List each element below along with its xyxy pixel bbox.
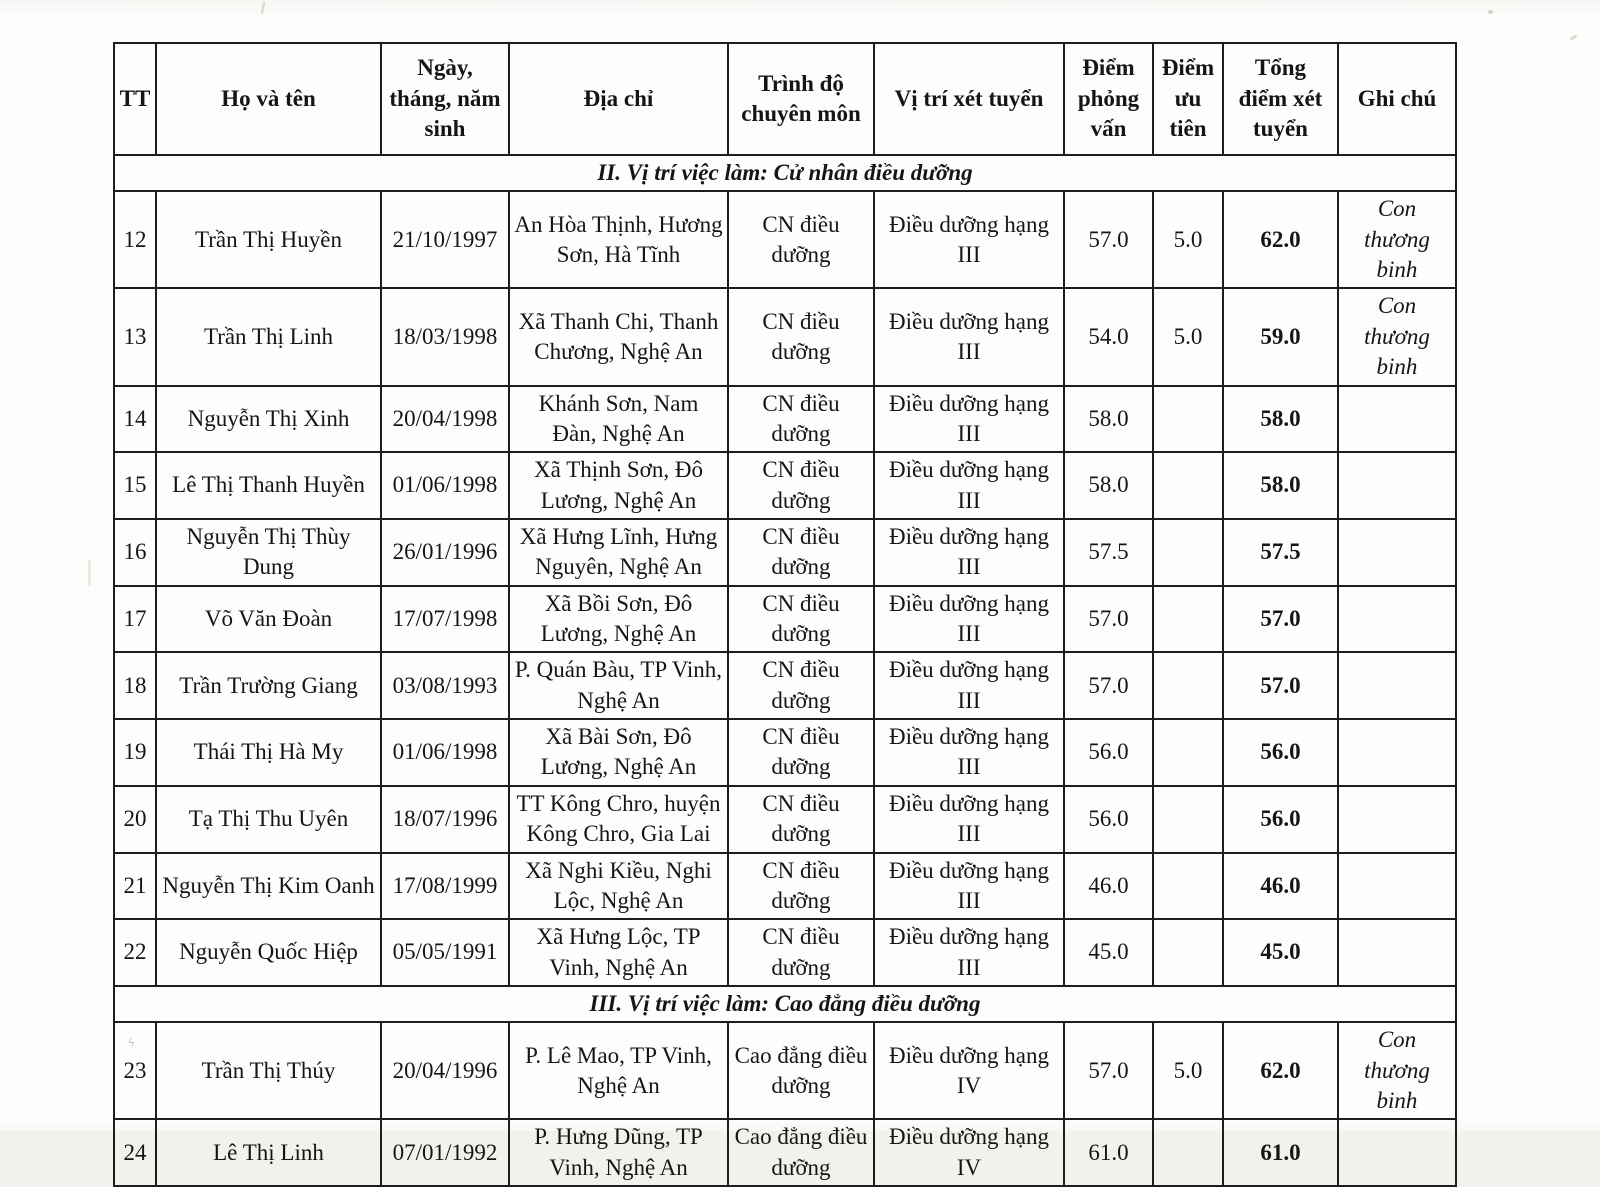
header-qualification: Trình độ chuyên môn: [728, 43, 874, 155]
cell-priority_score: [1153, 586, 1223, 653]
cell-total_score: 62.0: [1223, 191, 1338, 288]
cell-note: Con thương binh: [1338, 1022, 1456, 1119]
cell-total_score: 62.0: [1223, 1022, 1338, 1119]
header-note: Ghi chú: [1338, 43, 1456, 155]
scan-artifact: [1488, 10, 1493, 14]
header-name: Họ và tên: [156, 43, 381, 155]
cell-qualification: CN điều dưỡng: [728, 586, 874, 653]
cell-dob: 26/01/1996: [381, 519, 509, 586]
cell-total_score: 46.0: [1223, 853, 1338, 920]
cell-qualification: CN điều dưỡng: [728, 719, 874, 786]
cell-address: Xã Hưng Lĩnh, Hưng Nguyên, Nghệ An: [509, 519, 728, 586]
cell-interview_score: 58.0: [1064, 386, 1153, 453]
cell-position: Điều dưỡng hạng IV: [874, 1022, 1064, 1119]
cell-interview_score: 57.0: [1064, 586, 1153, 653]
table-row: [114, 288, 1456, 385]
cell-priority_score: [1153, 919, 1223, 986]
cell-dob: 17/07/1998: [381, 586, 509, 653]
header-row: [114, 43, 1456, 155]
cell-dob: 20/04/1996: [381, 1022, 509, 1119]
cell-note: [1338, 586, 1456, 653]
cell-total_score: 57.5: [1223, 519, 1338, 586]
cell-address: Xã Bài Sơn, Đô Lương, Nghệ An: [509, 719, 728, 786]
header-position: Vị trí xét tuyển: [874, 43, 1064, 155]
header-address: Địa chỉ: [509, 43, 728, 155]
cell-position: Điều dưỡng hạng III: [874, 519, 1064, 586]
section-title: II. Vị trí việc làm: Cử nhân điều dưỡng: [114, 155, 1456, 191]
table-row: [114, 719, 1456, 786]
table-header: [114, 43, 1456, 155]
table-row: [114, 1119, 1456, 1186]
cell-dob: 05/05/1991: [381, 919, 509, 986]
header-dob: Ngày, tháng, năm sinh: [381, 43, 509, 155]
cell-total_score: 56.0: [1223, 786, 1338, 853]
cell-position: Điều dưỡng hạng III: [874, 652, 1064, 719]
table-row: [114, 586, 1456, 653]
cell-position: Điều dưỡng hạng III: [874, 853, 1064, 920]
cell-address: P. Lê Mao, TP Vinh, Nghệ An: [509, 1022, 728, 1119]
cell-note: [1338, 519, 1456, 586]
cell-position: Điều dưỡng hạng III: [874, 191, 1064, 288]
cell-tt: 19: [114, 719, 156, 786]
cell-position: Điều dưỡng hạng III: [874, 919, 1064, 986]
cell-name: Lê Thị Thanh Huyền: [156, 452, 381, 519]
cell-name: Trần Thị Linh: [156, 288, 381, 385]
cell-tt: 21: [114, 853, 156, 920]
cell-dob: 18/07/1996: [381, 786, 509, 853]
cell-interview_score: 61.0: [1064, 1119, 1153, 1186]
cell-address: Xã Thanh Chi, Thanh Chương, Nghệ An: [509, 288, 728, 385]
cell-interview_score: 46.0: [1064, 853, 1153, 920]
cell-dob: 18/03/1998: [381, 288, 509, 385]
cell-note: [1338, 786, 1456, 853]
cell-priority_score: 5.0: [1153, 1022, 1223, 1119]
scan-artifact: [88, 560, 91, 586]
candidate-results-table: [113, 42, 1457, 1187]
cell-total_score: 61.0: [1223, 1119, 1338, 1186]
cell-tt: 14: [114, 386, 156, 453]
cell-note: [1338, 386, 1456, 453]
table-row: [114, 853, 1456, 920]
cell-priority_score: [1153, 853, 1223, 920]
cell-position: Điều dưỡng hạng III: [874, 288, 1064, 385]
table-row: [114, 1022, 1456, 1119]
cell-priority_score: [1153, 1119, 1223, 1186]
cell-note: [1338, 919, 1456, 986]
cell-priority_score: [1153, 786, 1223, 853]
table-row: [114, 452, 1456, 519]
cell-total_score: 56.0: [1223, 719, 1338, 786]
cell-note: [1338, 853, 1456, 920]
cell-name: Nguyễn Thị Kim Oanh: [156, 853, 381, 920]
cell-tt: 15: [114, 452, 156, 519]
cell-priority_score: [1153, 452, 1223, 519]
cell-address: Xã Nghi Kiều, Nghi Lộc, Nghệ An: [509, 853, 728, 920]
cell-note: [1338, 652, 1456, 719]
cell-address: An Hòa Thịnh, Hương Sơn, Hà Tĩnh: [509, 191, 728, 288]
cell-total_score: 57.0: [1223, 586, 1338, 653]
cell-dob: 03/08/1993: [381, 652, 509, 719]
section-title: III. Vị trí việc làm: Cao đẳng điều dưỡng: [114, 986, 1456, 1022]
cell-tt: 16: [114, 519, 156, 586]
cell-name: Nguyễn Thị Thùy Dung: [156, 519, 381, 586]
cell-address: Xã Thịnh Sơn, Đô Lương, Nghệ An: [509, 452, 728, 519]
cell-interview_score: 56.0: [1064, 786, 1153, 853]
cell-tt: 13: [114, 288, 156, 385]
cell-note: Con thương binh: [1338, 288, 1456, 385]
cell-total_score: 58.0: [1223, 386, 1338, 453]
cell-priority_score: 5.0: [1153, 288, 1223, 385]
cell-qualification: CN điều dưỡng: [728, 191, 874, 288]
cell-position: Điều dưỡng hạng III: [874, 452, 1064, 519]
cell-dob: 07/01/1992: [381, 1119, 509, 1186]
cell-dob: 21/10/1997: [381, 191, 509, 288]
cell-tt: 20: [114, 786, 156, 853]
header-interview-score: Điểm phỏng vấn: [1064, 43, 1153, 155]
cell-qualification: Cao đẳng điều dưỡng: [728, 1022, 874, 1119]
cell-dob: 17/08/1999: [381, 853, 509, 920]
cell-name: Tạ Thị Thu Uyên: [156, 786, 381, 853]
cell-position: Điều dưỡng hạng III: [874, 386, 1064, 453]
scan-artifact: [1570, 34, 1578, 40]
cell-address: Khánh Sơn, Nam Đàn, Nghệ An: [509, 386, 728, 453]
cell-tt: 24: [114, 1119, 156, 1186]
table-row: [114, 652, 1456, 719]
cell-name: Lê Thị Linh: [156, 1119, 381, 1186]
cell-note: [1338, 719, 1456, 786]
cell-tt: 17: [114, 586, 156, 653]
cell-name: Nguyễn Quốc Hiệp: [156, 919, 381, 986]
cell-total_score: 59.0: [1223, 288, 1338, 385]
table-row: [114, 386, 1456, 453]
cell-name: Thái Thị Hà My: [156, 719, 381, 786]
scan-artifact: [261, 2, 265, 14]
cell-address: Xã Hưng Lộc, TP Vinh, Nghệ An: [509, 919, 728, 986]
cell-interview_score: 57.0: [1064, 652, 1153, 719]
cell-total_score: 45.0: [1223, 919, 1338, 986]
cell-qualification: Cao đẳng điều dưỡng: [728, 1119, 874, 1186]
cell-qualification: CN điều dưỡng: [728, 386, 874, 453]
table-row: [114, 519, 1456, 586]
cell-priority_score: [1153, 719, 1223, 786]
cell-priority_score: [1153, 519, 1223, 586]
cell-interview_score: 57.0: [1064, 1022, 1153, 1119]
cell-note: [1338, 452, 1456, 519]
table-row: [114, 786, 1456, 853]
cell-qualification: CN điều dưỡng: [728, 452, 874, 519]
cell-position: Điều dưỡng hạng III: [874, 719, 1064, 786]
header-tt: TT: [114, 43, 156, 155]
cell-priority_score: [1153, 652, 1223, 719]
cell-total_score: 58.0: [1223, 452, 1338, 519]
cell-address: TT Kông Chro, huyện Kông Chro, Gia Lai: [509, 786, 728, 853]
cell-qualification: CN điều dưỡng: [728, 853, 874, 920]
cell-name: Trần Thị Huyền: [156, 191, 381, 288]
cell-total_score: 57.0: [1223, 652, 1338, 719]
cell-note: [1338, 1119, 1456, 1186]
cell-tt: 22: [114, 919, 156, 986]
cell-dob: 01/06/1998: [381, 719, 509, 786]
table-body: [114, 155, 1456, 1186]
cell-tt: 18: [114, 652, 156, 719]
section-row: [114, 986, 1456, 1022]
cell-name: Trần Thị Thúy: [156, 1022, 381, 1119]
cell-address: Xã Bồi Sơn, Đô Lương, Nghệ An: [509, 586, 728, 653]
table-row: [114, 919, 1456, 986]
cell-name: Trần Trường Giang: [156, 652, 381, 719]
cell-qualification: CN điều dưỡng: [728, 919, 874, 986]
table-row: [114, 191, 1456, 288]
cell-position: Điều dưỡng hạng III: [874, 586, 1064, 653]
cell-qualification: CN điều dưỡng: [728, 519, 874, 586]
cell-interview_score: 58.0: [1064, 452, 1153, 519]
cell-interview_score: 57.0: [1064, 191, 1153, 288]
cell-qualification: CN điều dưỡng: [728, 288, 874, 385]
cell-name: Võ Văn Đoàn: [156, 586, 381, 653]
cell-position: Điều dưỡng hạng III: [874, 786, 1064, 853]
cell-address: P. Quán Bàu, TP Vinh, Nghệ An: [509, 652, 728, 719]
cell-priority_score: 5.0: [1153, 191, 1223, 288]
cell-tt: 23: [114, 1022, 156, 1119]
cell-name: Nguyễn Thị Xinh: [156, 386, 381, 453]
section-row: [114, 155, 1456, 191]
cell-tt: 12: [114, 191, 156, 288]
header-priority-score: Điểm ưu tiên: [1153, 43, 1223, 155]
cell-dob: 01/06/1998: [381, 452, 509, 519]
cell-interview_score: 56.0: [1064, 719, 1153, 786]
cell-interview_score: 54.0: [1064, 288, 1153, 385]
header-total-score: Tổng điểm xét tuyển: [1223, 43, 1338, 155]
cell-qualification: CN điều dưỡng: [728, 652, 874, 719]
cell-interview_score: 45.0: [1064, 919, 1153, 986]
cell-interview_score: 57.5: [1064, 519, 1153, 586]
cell-dob: 20/04/1998: [381, 386, 509, 453]
cell-note: Con thương binh: [1338, 191, 1456, 288]
cell-position: Điều dưỡng hạng IV: [874, 1119, 1064, 1186]
scan-artifact: ϟ: [128, 1036, 135, 1051]
cell-address: P. Hưng Dũng, TP Vinh, Nghệ An: [509, 1119, 728, 1186]
cell-qualification: CN điều dưỡng: [728, 786, 874, 853]
cell-priority_score: [1153, 386, 1223, 453]
